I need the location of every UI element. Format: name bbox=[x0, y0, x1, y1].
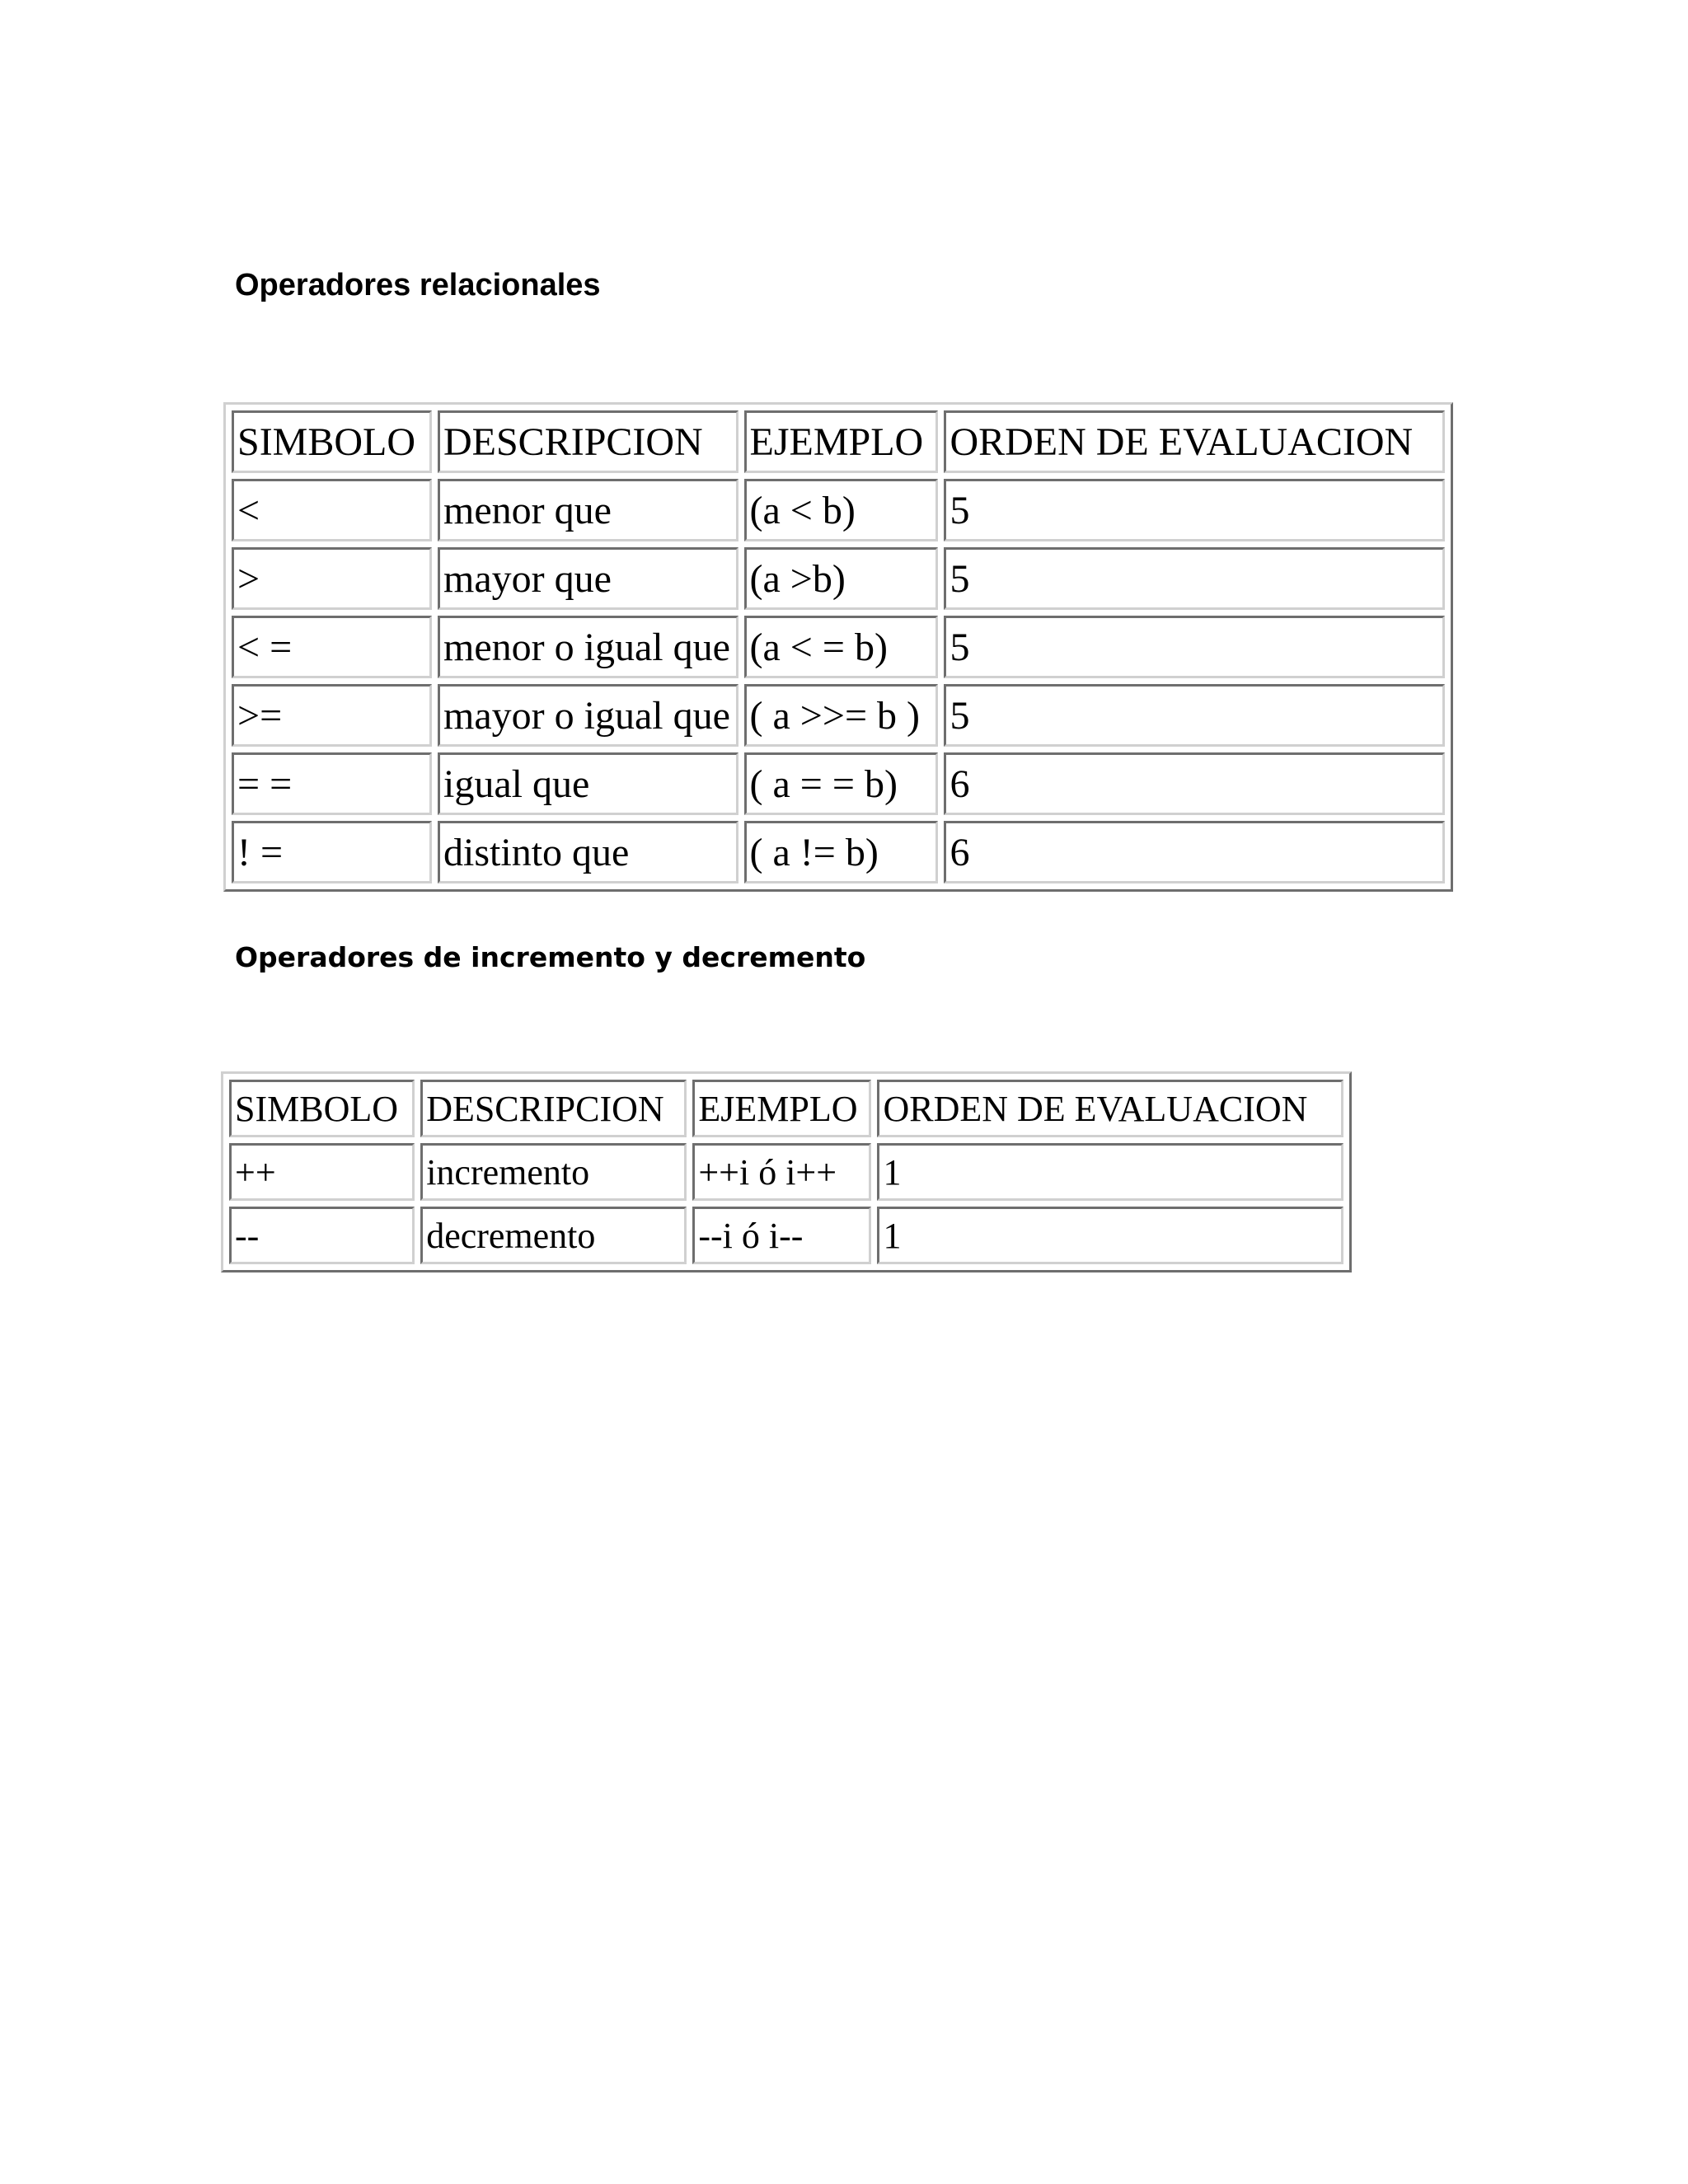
description-cell: incremento bbox=[420, 1143, 687, 1201]
order-cell: 5 bbox=[944, 616, 1445, 678]
header-cell: DESCRIPCION bbox=[438, 410, 738, 473]
symbol-cell: < = bbox=[232, 616, 432, 678]
example-cell: (a < = b) bbox=[744, 616, 939, 678]
header-cell: EJEMPLO bbox=[744, 410, 939, 473]
symbol-cell: >= bbox=[232, 684, 432, 747]
symbol-cell: ++ bbox=[229, 1143, 415, 1201]
order-cell: 6 bbox=[944, 821, 1445, 883]
header-cell: EJEMPLO bbox=[692, 1080, 871, 1137]
table-row bbox=[232, 752, 1445, 815]
header-cell: DESCRIPCION bbox=[420, 1080, 687, 1137]
example-cell: (a >b) bbox=[744, 547, 939, 610]
symbol-cell: ! = bbox=[232, 821, 432, 883]
table-row bbox=[232, 616, 1445, 678]
description-cell: distinto que bbox=[438, 821, 738, 883]
header-cell: ORDEN DE EVALUACION bbox=[877, 1080, 1343, 1137]
header-cell: SIMBOLO bbox=[229, 1080, 415, 1137]
table-row bbox=[232, 547, 1445, 610]
description-cell: decremento bbox=[420, 1207, 687, 1264]
symbol-cell: > bbox=[232, 547, 432, 610]
table-header-row bbox=[232, 410, 1445, 473]
description-cell: mayor o igual que bbox=[438, 684, 738, 747]
example-cell: ( a != b) bbox=[744, 821, 939, 883]
increment-operators-table bbox=[221, 1071, 1352, 1272]
example-cell: ( a >>= b ) bbox=[744, 684, 939, 747]
order-cell: 6 bbox=[944, 752, 1445, 815]
description-cell: menor que bbox=[438, 479, 738, 541]
table-row bbox=[229, 1143, 1343, 1201]
description-cell: mayor que bbox=[438, 547, 738, 610]
example-cell: ( a = = b) bbox=[744, 752, 939, 815]
relational-operators-table bbox=[223, 402, 1453, 892]
order-cell: 5 bbox=[944, 479, 1445, 541]
table-row bbox=[232, 479, 1445, 541]
table-row bbox=[229, 1207, 1343, 1264]
order-cell: 1 bbox=[877, 1143, 1343, 1201]
order-cell: 5 bbox=[944, 684, 1445, 747]
table-row bbox=[232, 821, 1445, 883]
section-title-relational: Operadores relacionales bbox=[235, 268, 601, 302]
symbol-cell: -- bbox=[229, 1207, 415, 1264]
example-cell: --i ó i-- bbox=[692, 1207, 871, 1264]
header-cell: SIMBOLO bbox=[232, 410, 432, 473]
order-cell: 5 bbox=[944, 547, 1445, 610]
description-cell: igual que bbox=[438, 752, 738, 815]
example-cell: (a < b) bbox=[744, 479, 939, 541]
section-title-increment: Operadores de incremento y decremento bbox=[235, 941, 866, 973]
table-row bbox=[232, 684, 1445, 747]
header-cell: ORDEN DE EVALUACION bbox=[944, 410, 1445, 473]
symbol-cell: < bbox=[232, 479, 432, 541]
table-header-row bbox=[229, 1080, 1343, 1137]
symbol-cell: = = bbox=[232, 752, 432, 815]
description-cell: menor o igual que bbox=[438, 616, 738, 678]
example-cell: ++i ó i++ bbox=[692, 1143, 871, 1201]
order-cell: 1 bbox=[877, 1207, 1343, 1264]
